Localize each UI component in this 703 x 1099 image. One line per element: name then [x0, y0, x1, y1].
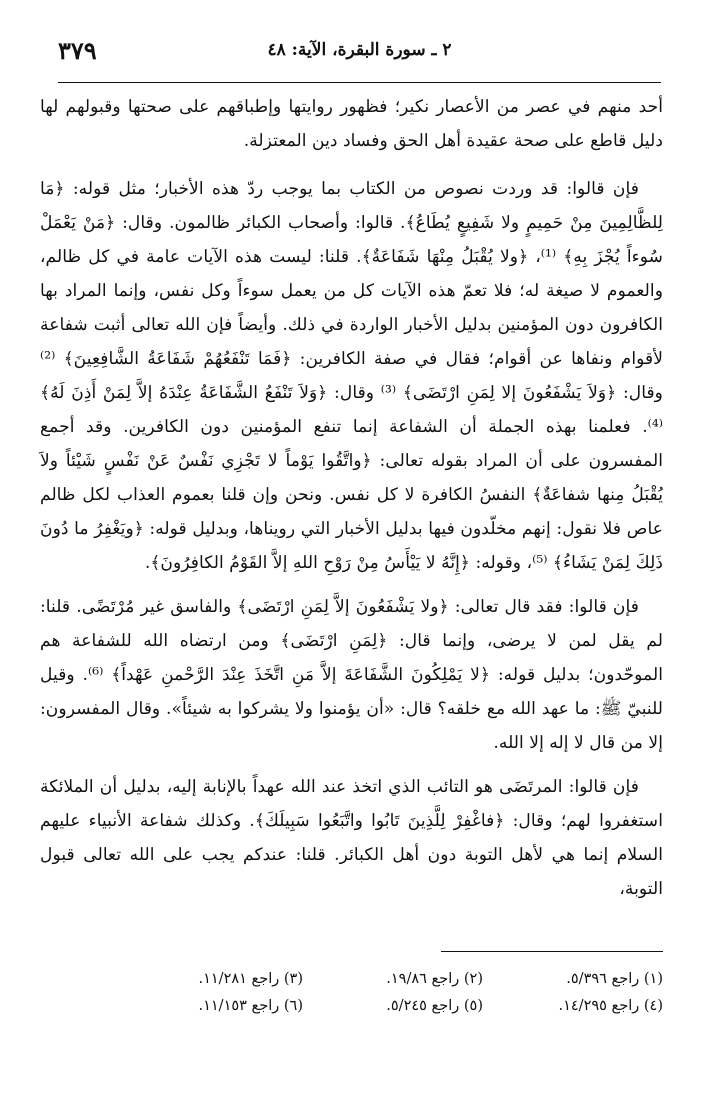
paragraph-irtada: فإن قالوا: فقد قال تعالى: ﴿ولا يَشْفَعُونَ إلاَّ لِمَنِ ارْتَضَى﴾ والفاسق غير مُرْتَضًى. قلنا: لم يقل لمن لا يرضى، وإنما قال: ﴿لِمَنِ ارْتَضَى﴾ ومن ارتضاه الله للشفاعة هم الموحّدون؛ بدليل قوله: ﴿لا يَمْلِكُونَ الشَّفَاعَةَ إلاَّ مَنِ اتَّخَذَ عِنْدَ الرَّحْمنِ عَهْداً﴾ ⁽⁶⁾. وقيل للنبيّ ﷺ: ما عهد الله مع خلقه؟ قال: «أن يؤمنوا ولا يشركوا به شيئاً». وقال المفسرون: إلا من قال لا إله إلا الله.: [40, 597, 663, 753]
footnote-row: [95, 966, 663, 993]
footnote-6: (٦) راجع ١١/١٥٣.: [198, 998, 303, 1014]
paragraph-continuation: أحد منهم في عصر من الأعصار نكير؛ فظهور روايتها وإطباقهم على صحتها وقبولهم لها دليل قاطع على صحة عقيدة أهل الحق وفساد دين المعتزلة.: [40, 97, 663, 151]
footnote-3: (٣) راجع ١١/٢٨١.: [198, 971, 303, 987]
running-title: ٢ ـ سورة البقرة، الآية: ٤٨: [267, 40, 452, 60]
main-text: [40, 90, 663, 916]
page-number: ٣٧٩: [58, 36, 97, 65]
footnote-row: [95, 993, 663, 1020]
paragraph-murtada: فإن قالوا: المرتَضَى هو التائب الذي اتخذ عند الله عهداً بالإنابة إليه، بدليل أن الملائكة استغفروا لهم؛ وقال: ﴿فاغْفِرْ لِلَّذِينَ تَابُوا واتَّبَعُوا سَبِيلَكَ﴾. وكذلك شفاعة الأنبياء عليهم السلام إنما هي لأهل التوبة دون أهل الكبائر. قلنا: عندكم يجب على الله تعالى قبول التوبة،: [40, 777, 663, 899]
footnote-4: (٤) راجع ١٤/٢٩٥.: [558, 998, 663, 1014]
footnote-1: (١) راجع ٥/٣٩٦.: [566, 971, 663, 987]
footnote-5: (٥) راجع ٥/٢٤٥.: [386, 998, 483, 1014]
footnote-2: (٢) راجع ١٩/٨٦.: [386, 971, 483, 987]
footnote-divider: [441, 951, 663, 952]
footnotes: [95, 966, 663, 1020]
paragraph-objection-texts: فإن قالوا: قد وردت نصوص من الكتاب بما يوجب ردّ هذه الأخبار؛ مثل قوله: ﴿مَا لِلظَّالِمِينَ مِنْ حَمِيمٍ ولا شَفِيعٍ يُطَاعُ﴾. قالوا: وأصحاب الكبائر ظالمون. وقال: ﴿مَنْ يَعْمَلْ سُوءاً يُجْزَ بِهِ﴾ ⁽¹⁾، ﴿ولا يُقْبَلُ مِنْهَا شَفَاعَةٌ﴾. قلنا: ليست هذه الآيات عامة في كل ظالم، والعموم لا صيغة له؛ فلا تعمّ هذه الآيات كل من يعمل سوءاً وكل نفس، وإنما المراد بها الكافرون دون المؤمنين بدليل الأخبار الواردة في ذلك. وأيضاً فإن الله تعالى أثبت شفاعة لأقوام ونفاها عن أقوام؛ فقال في صفة الكافرين: ﴿فَمَا تَنْفَعُهُمْ شَفَاعَةُ الشَّافِعِينَ﴾ ⁽²⁾ وقال: ﴿وَلاَ يَشْفَعُونَ إلا لِمَنِ ارْتَضَى﴾ ⁽³⁾ وقال: ﴿وَلاَ تَنْفَعُ الشَّفَاعَةُ عِنْدَهُ إلاَّ لِمَنْ أَذِنَ لَهُ﴾ ⁽⁴⁾. فعلمنا بهذه الجملة أن الشفاعة إنما تنفع المؤمنين دون الكافرين. وقد أجمع المفسرون على أن المراد بقوله تعالى: ﴿واتَّقُوا يَوْماً لا تَجْزِي نَفْسٌ عَنْ نَفْسٍ شَيْئاً ولاَ يُقْبَلُ مِنها شفاعَةٌ﴾ النفسُ الكافرة لا كل نفس. ونحن وإن قلنا بعموم العذاب لكل ظالم عاص فلا نقول: إنهم مخلّدون فيها بدليل الأخبار التي رويناها، وبدليل قوله: ﴿ويَغْفِرُ ما دُونَ ذَلِكَ لِمَنْ يَشَاءُ﴾ ⁽⁵⁾، وقوله: ﴿إِنَّهُ لا يَيْأَسُ مِنْ رَوْحِ اللهِ إلاَّ القَوْمُ الكافِرُونَ﴾.: [40, 179, 663, 573]
page-header: [58, 32, 661, 83]
